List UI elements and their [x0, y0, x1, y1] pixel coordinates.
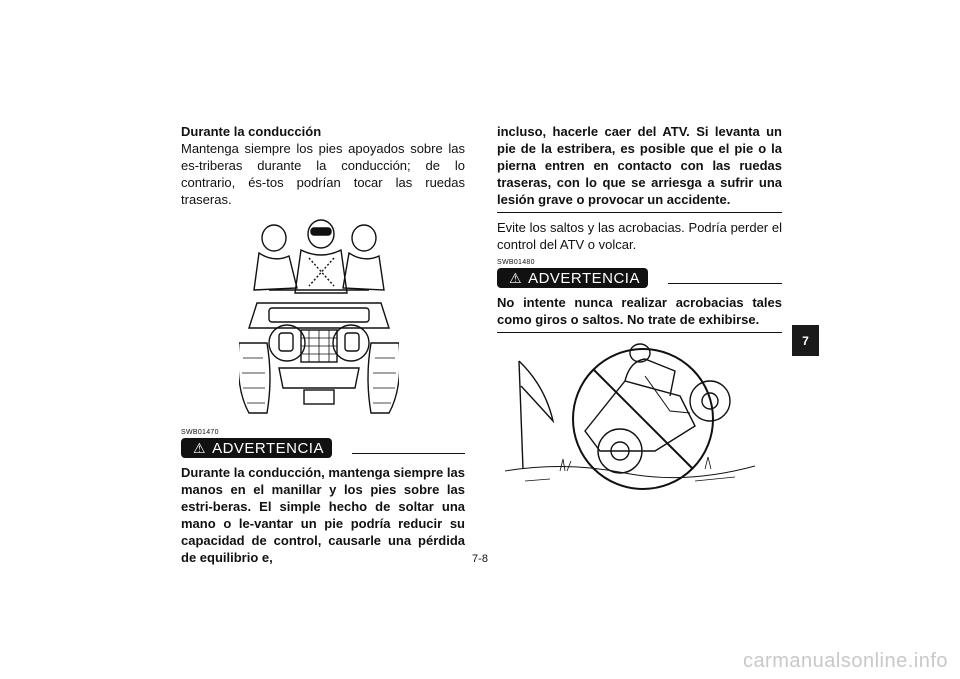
right-column	[497, 123, 782, 491]
warning-divider	[668, 283, 782, 284]
section-heading: Durante la conducción	[181, 124, 322, 139]
warning-code: SWB01470	[181, 429, 219, 436]
warning-label: ADVERTENCIA	[528, 269, 640, 287]
page-number: 7-8	[472, 553, 488, 565]
warning-banner	[181, 438, 465, 458]
warning-continued-text: incluso, hacerle caer del ATV. Si levanta un pie de la estribera, es posible que el pie o la pierna entren en contacto con las ruedas traseras, con lo que se arriesga a sufrir una lesión grave o provocar un accidente.	[497, 124, 782, 207]
warning-end-rule	[497, 332, 782, 333]
warning-banner	[497, 268, 782, 288]
site-watermark: carmanualsonline.info	[742, 650, 948, 672]
warning-end-rule	[497, 212, 782, 213]
warning-badge	[497, 268, 648, 288]
atv-riders-illustration	[239, 218, 465, 423]
warning-label: ADVERTENCIA	[212, 439, 324, 457]
warning-divider	[352, 453, 465, 454]
warning-code: SWB01480	[497, 259, 535, 266]
intro-paragraph: Mantenga siempre los pies apoyados sobre las es-triberas durante la conducción; de lo contrario, és-tos podrían tocar las ruedas traseras.	[181, 141, 465, 207]
left-column	[181, 123, 465, 566]
stunts-paragraph: Evite los saltos y las acrobacias. Podría perder el control del ATV o volcar.	[497, 220, 782, 252]
warning-text: No intente nunca realizar acrobacias tales como giros o saltos. No trate de exhibirse.	[497, 295, 782, 327]
chapter-tab: 7	[792, 325, 819, 356]
warning-text: Durante la conducción, mantenga siempre las manos en el manillar y los pies sobre las estri-beras. El simple hecho de soltar una mano o le-vantar un pie podría reducir su capacidad de control, causarle una pérdida de equilibrio e,	[181, 465, 465, 565]
no-stunts-illustration	[505, 341, 782, 491]
warning-badge	[181, 438, 332, 458]
warning-triangle-icon: ⚠	[509, 269, 523, 286]
warning-triangle-icon: ⚠	[193, 439, 207, 456]
